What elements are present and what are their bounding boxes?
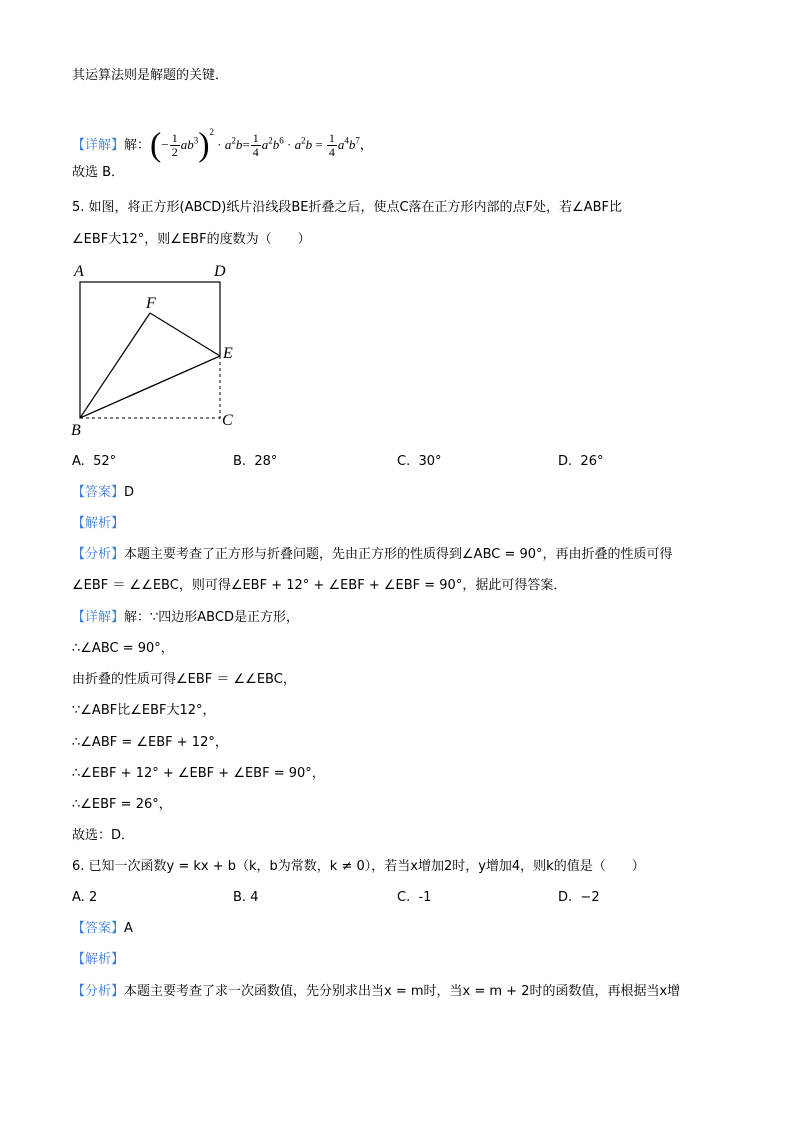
q5-option-c: C. 30° bbox=[397, 454, 442, 469]
q4-choice: 故选 B． bbox=[72, 165, 125, 180]
q6-answer-value: A bbox=[124, 921, 133, 936]
label-b: B bbox=[71, 422, 81, 439]
q5-square-fold-figure bbox=[62, 258, 252, 442]
q5-answer-tag: 【答案】 bbox=[72, 485, 125, 500]
q6-option-a: A. 2 bbox=[72, 890, 98, 905]
q5-answer bbox=[72, 483, 134, 503]
label-e: E bbox=[223, 345, 233, 362]
q6-option-c: C. -1 bbox=[397, 890, 432, 905]
q6-answer bbox=[72, 919, 133, 939]
label-f: F bbox=[146, 295, 156, 312]
q6-analysis-tag: 【解析】 bbox=[72, 952, 125, 967]
q6-fenxi-tag: 【分析】 bbox=[72, 984, 125, 999]
q5-fenxi-tag: 【分析】 bbox=[72, 547, 125, 562]
q5-option-a: A. 52° bbox=[72, 454, 117, 469]
q5-detail-step-4: ∵∠ABF比∠EBF大12°， bbox=[72, 703, 216, 718]
q6-option-d: D. −2 bbox=[558, 890, 600, 905]
q5-stem-line1: 5. 如图，将正方形(ABCD)纸片沿线段BE折叠之后，使点C落在正方形内部的点F处，若∠ABF比 bbox=[72, 200, 622, 215]
q6-stem: 6. 已知一次函数y = kx + b（k，b为常数，k ≠ 0），若当x增加2时，y增加4，则k的值是（ ） bbox=[72, 859, 645, 874]
q5-fenxi-line1: 【分析】本题主要考查了正方形与折叠问题，先由正方形的性质得到∠ABC = 90°，再由折叠的性质可得 bbox=[72, 547, 673, 562]
q5-detail-step-1: 【详解】解：∵四边形ABCD是正方形， bbox=[72, 610, 299, 625]
segment-fe bbox=[150, 313, 220, 356]
q5-option-b: B. 28° bbox=[233, 454, 278, 469]
q5-analysis-tag: 【解析】 bbox=[72, 516, 125, 531]
label-d: D bbox=[214, 263, 226, 280]
q4-detail-tag: 【详解】 bbox=[72, 138, 125, 153]
q5-answer-value: D bbox=[124, 485, 135, 500]
q5-detail-step-5: ∴∠ABF = ∠EBF + 12°， bbox=[72, 735, 228, 750]
q5-detail-step-6: ∴∠EBF + 12° + ∠EBF + ∠EBF = 90°， bbox=[72, 766, 325, 781]
q5-detail-step-3: 由折叠的性质可得∠EBF ＝ ∠∠EBC， bbox=[72, 672, 296, 687]
q4-detail: 【详解】解：(− $\frac{1}{2}$ $ab^3)^2 \cdot a^2b=$ $\frac{1}{4}$ $a^2b^6 \cdot a^2b$ = $\frac{1}{4}$ $a^4b^7$， bbox=[72, 126, 373, 164]
label-a: A bbox=[74, 263, 84, 280]
q6-fenxi-line1: 【分析】本题主要考查了求一次函数值，先分别求出当x = m时，当x = m + 2时的函数值，再根据当x增 bbox=[72, 984, 681, 999]
label-c: C bbox=[222, 412, 233, 429]
q4-detail-prefix: 解： bbox=[124, 138, 151, 153]
q6-option-b: B. 4 bbox=[233, 890, 259, 905]
q5-detail-step-2: ∴∠ABC = 90°， bbox=[72, 641, 174, 656]
q5-fenxi-line2: ∠EBF ＝ ∠∠EBC，则可得∠EBF + 12° + ∠EBF + ∠EBF = 90°，据此可得答案． bbox=[72, 578, 567, 593]
q5-stem-line2: ∠EBF大12°，则∠EBF的度数为（ ） bbox=[72, 232, 311, 247]
q5-detail-tag: 【详解】 bbox=[72, 610, 125, 625]
q4-intro-end: 其运算法则是解题的关键． bbox=[72, 68, 229, 83]
q6-answer-tag: 【答案】 bbox=[72, 921, 125, 936]
q5-detail-step-7: ∴∠EBF = 26°， bbox=[72, 797, 172, 812]
q5-option-d: D. 26° bbox=[558, 454, 604, 469]
q5-detail-step-8: 故选：D． bbox=[72, 828, 135, 843]
